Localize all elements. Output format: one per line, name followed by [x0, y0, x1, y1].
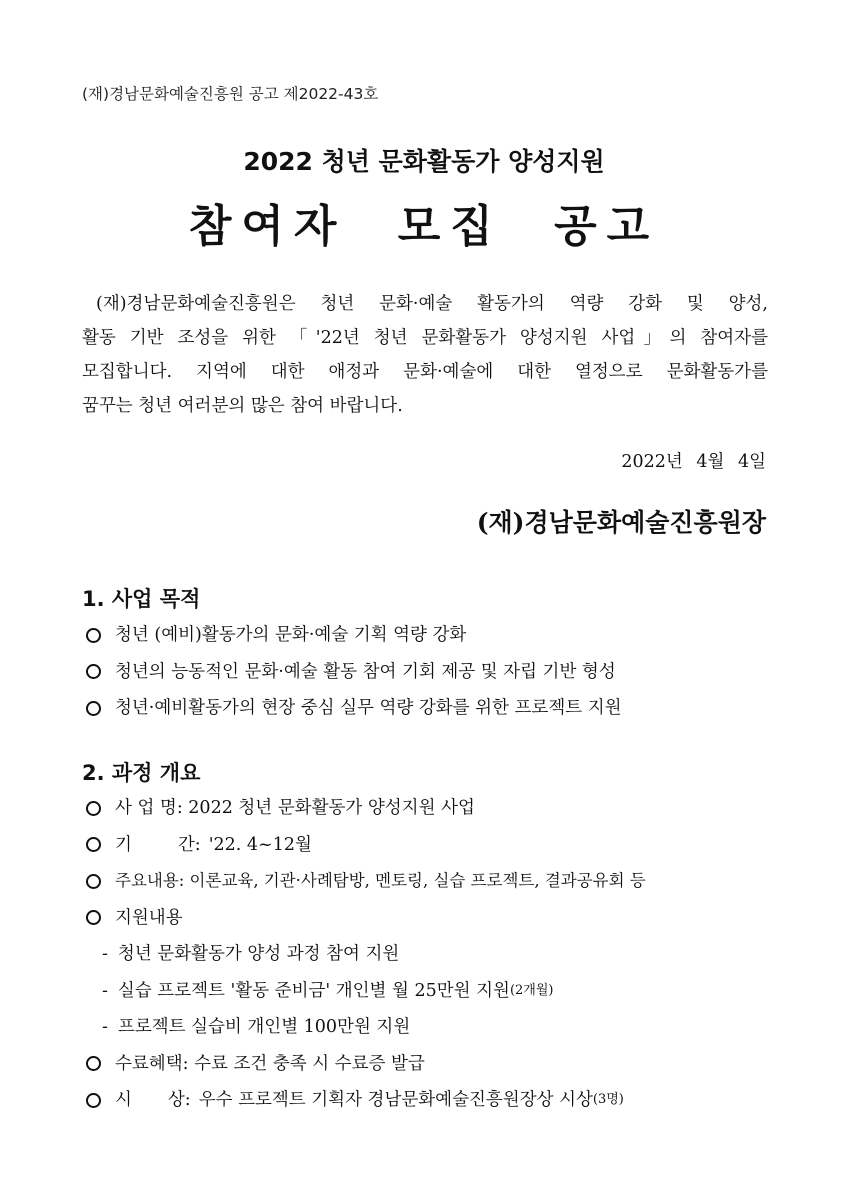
hollow-circle-bullet-icon — [86, 1093, 101, 1108]
award-label: 시 — [115, 1090, 132, 1110]
hollow-circle-bullet-icon — [86, 701, 101, 716]
list-item — [82, 790, 782, 827]
support-heading: 지원내용 — [115, 907, 183, 928]
completion-benefit-text: 수료혜택: 수료 조건 충족 시 수료증 발급 — [115, 1053, 425, 1074]
award-label-2: 상: — [167, 1090, 191, 1110]
list-item-text: 청년·예비활동가의 현장 중심 실무 역량 강화를 위한 프로젝트 지원 — [115, 698, 622, 718]
main-content-text: 주요내용: 이론교육, 기관·사례탐방, 멘토링, 실습 프로젝트, 결과공유회 등 — [115, 871, 646, 890]
hollow-circle-bullet-icon — [86, 910, 101, 925]
signer: (재)경남문화예술진흥원장 — [476, 508, 766, 537]
award-value: 우수 프로젝트 기획자 경남문화예술진흥원장상 시상 — [198, 1090, 593, 1110]
title-line2 — [0, 190, 848, 254]
title-word-2: 모집 — [397, 201, 503, 252]
intro-line: 꿈꾸는 청년 여러분의 많은 참여 바랍니다. — [82, 396, 403, 416]
intro-line: 활동 기반 조성을 위한 「'22년 청년 문화활동가 양성지원 사업」의 참여자를 — [82, 328, 768, 348]
list-item — [82, 654, 782, 691]
support-item-text: 실습 프로젝트 '활동 준비금' 개인별 월 25만원 지원 — [117, 980, 510, 1001]
hollow-circle-bullet-icon — [86, 628, 101, 643]
list-item — [82, 863, 782, 900]
list-item-text: 청년의 능동적인 문화·예술 활동 참여 기회 제공 및 자립 기반 형성 — [115, 661, 616, 682]
support-item-text: 청년 문화활동가 양성 과정 참여 지원 — [117, 944, 400, 964]
list-item — [82, 617, 782, 654]
list-item — [82, 1046, 782, 1083]
period-label-2: 간: — [177, 834, 201, 855]
list-item — [82, 1082, 782, 1119]
hollow-circle-bullet-icon — [86, 801, 101, 816]
hollow-circle-bullet-icon — [86, 1056, 101, 1071]
dash-bullet: - — [102, 980, 108, 1001]
project-name-text: 사 업 명: 2022 청년 문화활동가 양성지원 사업 — [115, 798, 475, 818]
title-word-3: 공고 — [554, 201, 660, 252]
sub-list-item — [82, 1009, 782, 1046]
notice-number: (재)경남문화예술진흥원 공고 제2022-43호 — [82, 85, 379, 103]
support-item-text: 프로젝트 실습비 개인별 100만원 지원 — [117, 1017, 411, 1037]
section2-heading: 2. 과정 개요 — [82, 761, 201, 785]
support-item-note: (2개월) — [509, 982, 554, 998]
intro-line: 모집합니다. 지역에 대한 애정과 문화·예술에 대한 열정으로 문화활동가를 — [82, 362, 768, 382]
section1-heading: 1. 사업 목적 — [82, 587, 201, 611]
list-item — [82, 827, 782, 864]
hollow-circle-bullet-icon — [86, 874, 101, 889]
section1-list — [82, 617, 782, 727]
dash-bullet: - — [102, 1017, 108, 1037]
notice-date: 2022년 4월 4일 — [621, 452, 766, 472]
section2-list — [82, 790, 782, 1119]
title-word-1: 참여자 — [188, 201, 347, 252]
list-item — [82, 690, 782, 727]
intro-line: (재)경남문화예술진흥원은 청년 문화·예술 활동가의 역량 강화 및 양성, — [96, 294, 768, 314]
title-line1: 2022 청년 문화활동가 양성지원 — [243, 147, 605, 176]
award-note: (3명) — [592, 1092, 624, 1107]
sub-list-item — [82, 973, 782, 1010]
hollow-circle-bullet-icon — [86, 664, 101, 679]
intro-paragraph — [82, 287, 768, 423]
list-item-text: 청년 (예비)활동가의 문화·예술 기획 역량 강화 — [115, 625, 467, 645]
period-value: '22. 4~12월 — [208, 834, 312, 855]
period-label: 기 — [115, 834, 132, 855]
hollow-circle-bullet-icon — [86, 837, 101, 852]
sub-list-item — [82, 936, 782, 973]
list-item — [82, 900, 782, 937]
dash-bullet: - — [102, 944, 108, 964]
